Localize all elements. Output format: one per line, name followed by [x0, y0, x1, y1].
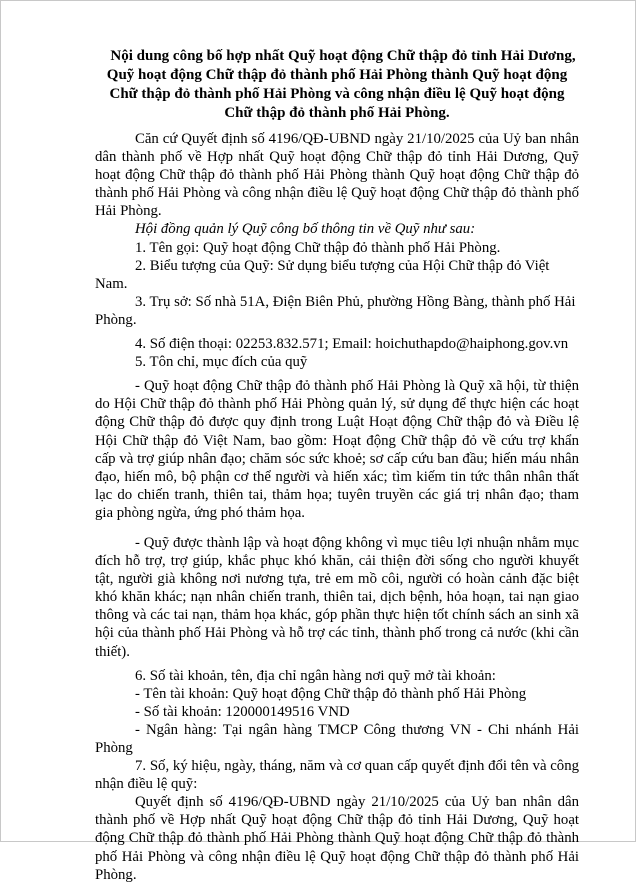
preamble-paragraph: Căn cứ Quyết định số 4196/QĐ-UBND ngày 21/10/2025 của Uỷ ban nhân dân thành phố về Hợp nhất Quỹ hoạt động Chữ thập đỏ tỉnh Hải Dương, Quỹ hoạt động Chữ thập đỏ thành phố Hải Phòng thành Quỹ hoạt động Chữ thập đỏ thành phố Hải Phòng và công nhận điều lệ Quỹ hoạt động Chữ thập đỏ thành phố Hải Phòng. [95, 131, 579, 220]
item-decision-text: Quyết định số 4196/QĐ-UBND ngày 21/10/2025 của Uỷ ban nhân dân thành phố về Hợp nhất Quỹ hoạt động Chữ thập đỏ tỉnh Hải Dương, Quỹ hoạt động Chữ thập đỏ thành phố Hải Phòng thành Quỹ hoạt động Chữ thập đỏ thành phố Hải Phòng và công nhận điều lệ Quỹ hoạt động Chữ thập đỏ thành phố Hải Phòng. [95, 794, 579, 883]
announcement-line: Hội đồng quản lý Quỹ công bố thông tin về Quỹ như sau: [135, 221, 476, 238]
item-bank-heading: 6. Số tài khoản, tên, địa chỉ ngân hàng nơi quỹ mở tài khoản: [135, 667, 496, 684]
document-title: Nội dung công bố hợp nhất Quỹ hoạt động Chữ thập đỏ tỉnh Hải Dương, Quỹ hoạt động Chữ thập đỏ thành phố Hải Phòng thành Quỹ hoạt động Chữ thập đỏ thành phố Hải Phòng và công nhận điều lệ Quỹ hoạt động Chữ thập đỏ thành phố Hải Phòng. [106, 48, 576, 121]
item-address: 3. Trụ sở: Số nhà 51A, Điện Biên Phủ, phường Hồng Bàng, thành phố Hải Phòng. [95, 293, 576, 328]
item-purpose-paragraph-1: - Quỹ hoạt động Chữ thập đỏ thành phố Hải Phòng là Quỹ xã hội, từ thiện do Hội Chữ thập đỏ thành phố Hải Phòng quản lý, sử dụng để thực hiện các hoạt động Chữ thập đỏ được quy định trong Luật Hoạt động Chữ thập đỏ và Điều lệ Hội Chữ thập đỏ Việt Nam, bao gồm: Hoạt động Chữ thập đỏ về cứu trợ khẩn cấp và trợ giúp nhân đạo; chăm sóc sức khoẻ; sơ cấp cứu ban đầu; hiến máu nhân đạo, hiến mô, bộ phận cơ thể người và hiến xác; tìm kiếm tin tức thân nhân thất lạc do chiến tranh, thiên tai, thảm họa; tuyên truyền các giá trị nhân đạo; tham gia phòng ngừa, ứng phó thảm họa. [95, 378, 579, 521]
item-account-number: - Số tài khoản: 120000149516 VND [135, 703, 350, 720]
item-decision-heading: 7. Số, ký hiệu, ngày, tháng, năm và cơ quan cấp quyết định đổi tên và công nhận điều lệ quỹ: [95, 758, 579, 793]
item-name: 1. Tên gọi: Quỹ hoạt động Chữ thập đỏ thành phố Hải Phòng. [135, 239, 501, 256]
document-content [95, 47, 579, 884]
item-purpose-heading: 5. Tôn chỉ, mục đích của quỹ [135, 354, 308, 371]
item-account-name: - Tên tài khoản: Quỹ hoạt động Chữ thập đỏ thành phố Hải Phòng [135, 685, 527, 702]
item-purpose-paragraph-2: - Quỹ được thành lập và hoạt động không vì mục tiêu lợi nhuận nhằm mục đích hỗ trợ, trợ giúp, khắc phục khó khăn, cải thiện đời sống cho người khuyết tật, người già không nơi nương tựa, trẻ em mồ côi, người có hoàn cảnh đặc biệt khó khăn khác; nạn nhân chiến tranh, thiên tai, dịch bệnh, hỏa hoạn, tai nạn giao thông và các tai nạn, thảm họa khác, góp phần thực hiện tốt chính sách an sinh xã hội của thành phố Hải Phòng và hỗ trợ các tỉnh, thành phố trong cả nước (khi cần thiết). [95, 534, 579, 660]
document-body [95, 130, 579, 884]
item-bank: - Ngân hàng: Tại ngân hàng TMCP Công thương VN - Chi nhánh Hải Phòng [95, 721, 579, 756]
item-contact: 4. Số điện thoại: 02253.832.571; Email: hoichuthapdo@haiphong.gov.vn [135, 336, 569, 353]
item-logo: 2. Biểu tượng của Quỹ: Sử dụng biểu tượng của Hội Chữ thập đỏ Việt Nam. [95, 257, 550, 292]
